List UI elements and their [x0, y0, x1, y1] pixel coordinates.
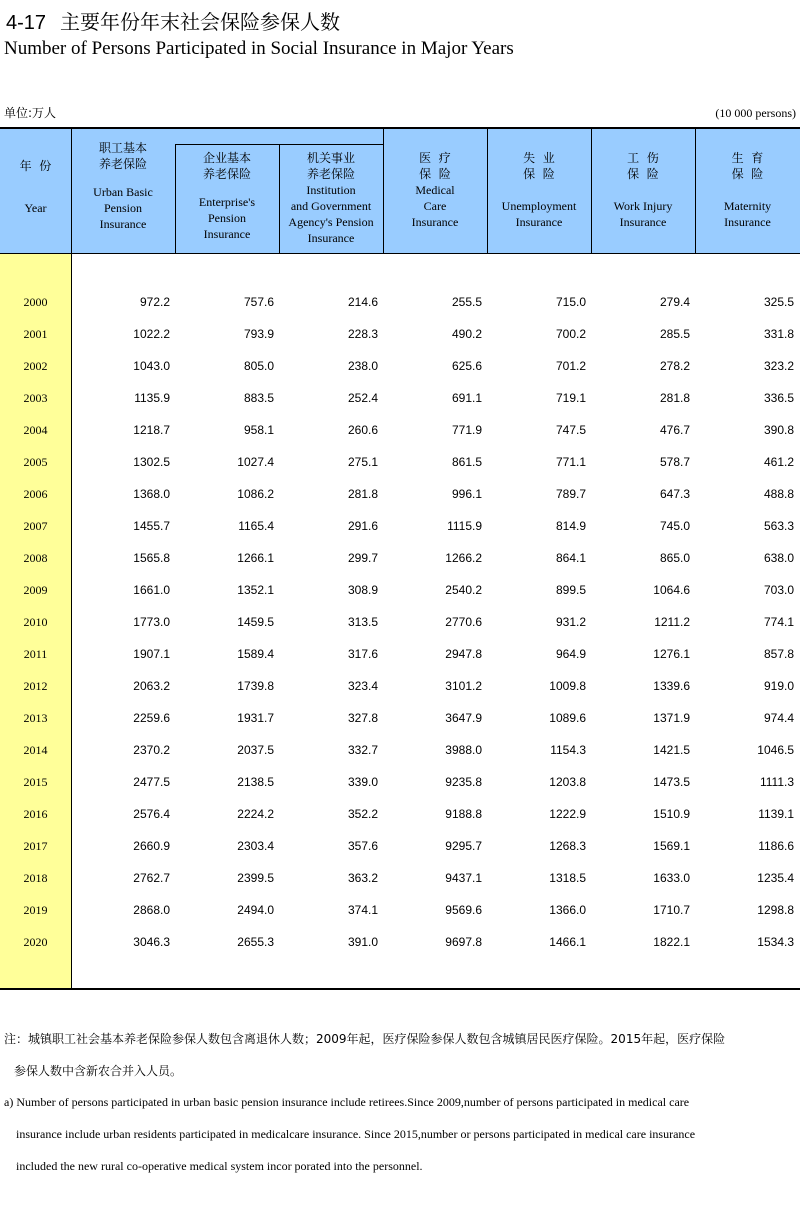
table-bottom-rule	[0, 988, 800, 990]
header-injury-en: Work Injury Insurance	[613, 199, 673, 229]
table-row	[0, 670, 800, 702]
cell-enterprise: 1459.5	[237, 615, 274, 629]
cell-medical: 1266.2	[445, 551, 482, 565]
cell-urban: 1022.2	[133, 327, 170, 341]
cell-institution: 238.0	[347, 359, 378, 373]
header-urban-en: Urban Basic Pension Insurance	[93, 185, 153, 231]
table-row	[0, 382, 800, 414]
cell-medical: 3101.2	[445, 679, 482, 693]
cell-injury: 1569.1	[653, 839, 690, 853]
cell-institution: 260.6	[347, 423, 378, 437]
cell-medical: 9295.7	[445, 839, 482, 853]
cell-medical: 2947.8	[445, 647, 482, 661]
cell-urban: 1368.0	[133, 487, 170, 501]
cell-year: 2020	[23, 935, 48, 949]
cell-maternity: 974.4	[763, 711, 794, 725]
cell-medical: 771.9	[451, 423, 482, 437]
cell-enterprise: 1266.1	[237, 551, 274, 565]
cell-enterprise: 2655.3	[237, 935, 274, 949]
header-injury-cn: 工 伤 保 险	[627, 151, 659, 181]
cell-injury: 279.4	[659, 295, 690, 309]
cell-urban: 1907.1	[133, 647, 170, 661]
cell-unemployment: 931.2	[555, 615, 586, 629]
cell-enterprise: 2303.4	[237, 839, 274, 853]
table-title-cn	[6, 6, 340, 35]
cell-institution: 374.1	[347, 903, 378, 917]
cell-maternity: 703.0	[763, 583, 794, 597]
cell-enterprise: 883.5	[243, 391, 274, 405]
cell-unemployment: 701.2	[555, 359, 586, 373]
table-row	[0, 638, 800, 670]
cell-maternity: 1139.1	[758, 807, 794, 821]
cell-injury: 1276.1	[653, 647, 690, 661]
cell-injury: 1510.9	[653, 807, 690, 821]
cell-year: 2013	[23, 711, 48, 725]
cell-medical: 9697.8	[445, 935, 482, 949]
cell-institution: 332.7	[347, 743, 378, 757]
cell-urban: 2576.4	[133, 807, 170, 821]
cell-urban: 1218.7	[133, 423, 170, 437]
cell-unemployment: 1466.1	[549, 935, 586, 949]
cell-injury: 476.7	[659, 423, 690, 437]
header-unemployment-cn: 失 业 保 险	[523, 151, 555, 181]
cell-injury: 1473.5	[653, 775, 690, 789]
cell-year: 2011	[23, 647, 48, 661]
cell-urban: 972.2	[139, 295, 170, 309]
cell-medical: 9188.8	[445, 807, 482, 821]
header-institution-en: Institution and Government Agency's Pension Insurance	[288, 183, 374, 245]
hline-pension-sub	[175, 144, 384, 145]
cell-year: 2001	[23, 327, 48, 341]
cell-medical: 861.5	[451, 455, 482, 469]
cell-unemployment: 1154.3	[550, 743, 586, 757]
header-medical-cn: 医 疗 保 险	[419, 151, 451, 181]
cell-maternity: 1111.3	[759, 775, 794, 789]
cell-medical: 2540.2	[445, 583, 482, 597]
cell-unemployment: 1009.8	[549, 679, 586, 693]
cell-year: 2000	[23, 295, 48, 309]
cell-maternity: 774.1	[763, 615, 794, 629]
cell-maternity: 919.0	[763, 679, 794, 693]
cell-medical: 625.6	[451, 359, 482, 373]
cell-enterprise: 1086.2	[237, 487, 274, 501]
cell-institution: 228.3	[347, 327, 378, 341]
note-cn-line1: 注：城镇职工社会基本养老保险参保人数包含离退休人数；2009年起，医疗保险参保人数包含城镇居民医疗保险。2015年起，医疗保险	[4, 1032, 726, 1046]
header-institution-cn: 机关事业 养老保险	[306, 151, 355, 181]
cell-urban: 2063.2	[133, 679, 170, 693]
cell-medical: 9569.6	[445, 903, 482, 917]
cell-maternity: 563.3	[763, 519, 794, 533]
cell-medical: 1115.9	[447, 519, 482, 533]
cell-institution: 291.6	[347, 519, 378, 533]
cell-maternity: 323.2	[763, 359, 794, 373]
cell-injury: 1421.5	[653, 743, 690, 757]
table-row	[0, 798, 800, 830]
cell-year: 2005	[23, 455, 48, 469]
cell-injury: 1633.0	[653, 871, 690, 885]
unit-cn: 单位:万人	[4, 106, 57, 120]
cell-injury: 647.3	[659, 487, 690, 501]
cell-urban: 1455.7	[133, 519, 170, 533]
cell-urban: 1565.8	[133, 551, 170, 565]
cell-injury: 278.2	[659, 359, 690, 373]
cell-injury: 745.0	[659, 519, 690, 533]
cell-institution: 308.9	[347, 583, 378, 597]
cell-institution: 275.1	[347, 455, 378, 469]
cell-maternity: 390.8	[763, 423, 794, 437]
cell-institution: 281.8	[347, 487, 378, 501]
cell-maternity: 325.5	[763, 295, 794, 309]
table-row	[0, 542, 800, 574]
cell-year: 2010	[23, 615, 48, 629]
cell-maternity: 857.8	[763, 647, 794, 661]
table-row	[0, 702, 800, 734]
cell-unemployment: 1268.3	[549, 839, 586, 853]
cell-injury: 1710.7	[653, 903, 690, 917]
cell-enterprise: 1739.8	[237, 679, 274, 693]
cell-medical: 691.1	[451, 391, 482, 405]
cell-year: 2016	[23, 807, 48, 821]
header-year-en: Year	[24, 201, 47, 215]
cell-unemployment: 1318.5	[549, 871, 586, 885]
cell-urban: 3046.3	[133, 935, 170, 949]
note-cn-line2: 参保人数中含新农合并入人员。	[14, 1064, 183, 1078]
cell-institution: 327.8	[347, 711, 378, 725]
header-year-cn: 年 份	[19, 159, 52, 173]
cell-urban: 1773.0	[133, 615, 170, 629]
cell-unemployment: 1366.0	[549, 903, 586, 917]
cell-urban: 1135.9	[134, 391, 170, 405]
cell-unemployment: 715.0	[555, 295, 586, 309]
cell-medical: 996.1	[451, 487, 482, 501]
header-medical	[383, 150, 487, 230]
cell-medical: 3647.9	[445, 711, 482, 725]
header-injury	[591, 150, 695, 230]
cell-year: 2003	[23, 391, 48, 405]
table-row	[0, 350, 800, 382]
note-en-line2: insurance include urban residents participated in medicalcare insurance. Since 2015,number or persons participated in medical care insurance	[16, 1127, 696, 1141]
cell-unemployment: 814.9	[555, 519, 586, 533]
cell-institution: 252.4	[347, 391, 378, 405]
cell-institution: 363.2	[347, 871, 378, 885]
cell-unemployment: 789.7	[555, 487, 586, 501]
cell-injury: 1371.9	[653, 711, 690, 725]
cell-urban: 2868.0	[133, 903, 170, 917]
cell-urban: 2477.5	[133, 775, 170, 789]
table-row	[0, 318, 800, 350]
cell-enterprise: 805.0	[243, 359, 274, 373]
cell-year: 2019	[23, 903, 48, 917]
cell-institution: 352.2	[347, 807, 378, 821]
cell-injury: 281.8	[659, 391, 690, 405]
cell-maternity: 1235.4	[757, 871, 794, 885]
header-year	[0, 158, 71, 216]
header-unemployment-en: Unemployment Insurance	[501, 199, 577, 229]
cell-enterprise: 2224.2	[237, 807, 274, 821]
cell-year: 2009	[23, 583, 48, 597]
cell-institution: 313.5	[347, 615, 378, 629]
cell-unemployment: 899.5	[555, 583, 586, 597]
cell-institution: 323.4	[347, 679, 378, 693]
cell-unemployment: 1089.6	[549, 711, 586, 725]
cell-urban: 2370.2	[133, 743, 170, 757]
table-row	[0, 478, 800, 510]
table-row	[0, 286, 800, 318]
cell-maternity: 1298.8	[757, 903, 794, 917]
note-en-line3: included the new rural co-operative medical system incor porated into the personnel.	[16, 1159, 423, 1173]
cell-enterprise: 2037.5	[237, 743, 274, 757]
cell-enterprise: 1931.7	[237, 711, 274, 725]
cell-injury: 865.0	[659, 551, 690, 565]
header-enterprise-en: Enterprise's Pension Insurance	[198, 195, 256, 241]
cell-injury: 1211.2	[654, 615, 690, 629]
cell-unemployment: 747.5	[555, 423, 586, 437]
header-enterprise	[175, 150, 279, 242]
cell-enterprise: 958.1	[243, 423, 274, 437]
cell-unemployment: 771.1	[555, 455, 586, 469]
cell-unemployment: 1203.8	[549, 775, 586, 789]
cell-enterprise: 757.6	[243, 295, 274, 309]
header-bottom-rule	[0, 253, 800, 254]
cell-medical: 490.2	[451, 327, 482, 341]
cell-year: 2006	[23, 487, 48, 501]
table-row	[0, 574, 800, 606]
cell-maternity: 1186.6	[758, 839, 794, 853]
table-number: 4-17	[6, 12, 47, 34]
cell-injury: 1822.1	[653, 935, 690, 949]
cell-injury: 285.5	[659, 327, 690, 341]
cell-year: 2012	[23, 679, 48, 693]
cell-year: 2018	[23, 871, 48, 885]
cell-maternity: 336.5	[763, 391, 794, 405]
header-maternity-en: Maternity Insurance	[723, 199, 772, 229]
cell-institution: 299.7	[347, 551, 378, 565]
cell-medical: 2770.6	[445, 615, 482, 629]
cell-year: 2014	[23, 743, 48, 757]
cell-institution: 214.6	[347, 295, 378, 309]
title-cn-text: 主要年份年末社会保险参保人数	[60, 10, 341, 34]
cell-urban: 2259.6	[133, 711, 170, 725]
cell-institution: 357.6	[347, 839, 378, 853]
cell-maternity: 1046.5	[757, 743, 794, 757]
cell-institution: 391.0	[347, 935, 378, 949]
table-row	[0, 414, 800, 446]
cell-maternity: 461.2	[763, 455, 794, 469]
cell-urban: 2762.7	[133, 871, 170, 885]
cell-year: 2004	[23, 423, 48, 437]
cell-enterprise: 1027.4	[237, 455, 274, 469]
header-medical-en: Medical Care Insurance	[411, 183, 459, 229]
cell-maternity: 331.8	[763, 327, 794, 341]
header-urban-cn: 职工基本 养老保险	[98, 141, 147, 171]
table-row	[0, 606, 800, 638]
cell-injury: 1339.6	[653, 679, 690, 693]
table-row	[0, 734, 800, 766]
note-en-line1: a) Number of persons participated in urban basic pension insurance include retirees.Since 2009,number of persons participated in medical care	[4, 1095, 690, 1109]
cell-injury: 578.7	[659, 455, 690, 469]
header-institution	[279, 150, 383, 246]
cell-maternity: 1534.3	[757, 935, 794, 949]
table-row	[0, 446, 800, 478]
cell-enterprise: 2138.5	[237, 775, 274, 789]
header-urban	[71, 140, 175, 232]
cell-year: 2007	[23, 519, 48, 533]
cell-enterprise: 1165.4	[238, 519, 274, 533]
table-row	[0, 510, 800, 542]
header-unemployment	[487, 150, 591, 230]
cell-year: 2008	[23, 551, 48, 565]
cell-enterprise: 2494.0	[237, 903, 274, 917]
table-title-en: Number of Persons Participated in Social Insurance in Major Years	[4, 38, 514, 59]
cell-unemployment: 1222.9	[549, 807, 586, 821]
table-row	[0, 862, 800, 894]
table-row	[0, 830, 800, 862]
cell-medical: 9437.1	[445, 871, 482, 885]
cell-medical: 3988.0	[445, 743, 482, 757]
cell-year: 2017	[23, 839, 48, 853]
table-row	[0, 894, 800, 926]
header-enterprise-cn: 企业基本 养老保险	[202, 151, 251, 181]
header-maternity	[695, 150, 800, 230]
cell-enterprise: 1589.4	[237, 647, 274, 661]
cell-urban: 1661.0	[133, 583, 170, 597]
cell-enterprise: 2399.5	[237, 871, 274, 885]
cell-medical: 9235.8	[445, 775, 482, 789]
cell-injury: 1064.6	[653, 583, 690, 597]
cell-institution: 317.6	[347, 647, 378, 661]
cell-institution: 339.0	[347, 775, 378, 789]
cell-medical: 255.5	[451, 295, 482, 309]
header-maternity-cn: 生 育 保 险	[731, 151, 764, 181]
cell-enterprise: 1352.1	[237, 583, 274, 597]
unit-en: (10 000 persons)	[715, 106, 796, 120]
cell-unemployment: 719.1	[555, 391, 586, 405]
cell-urban: 1043.0	[133, 359, 170, 373]
table-row	[0, 766, 800, 798]
cell-year: 2002	[23, 359, 48, 373]
cell-enterprise: 793.9	[243, 327, 274, 341]
cell-year: 2015	[23, 775, 48, 789]
cell-maternity: 488.8	[763, 487, 794, 501]
cell-urban: 2660.9	[133, 839, 170, 853]
cell-maternity: 638.0	[763, 551, 794, 565]
cell-unemployment: 964.9	[555, 647, 586, 661]
cell-unemployment: 700.2	[555, 327, 586, 341]
cell-unemployment: 864.1	[555, 551, 586, 565]
table-row	[0, 926, 800, 958]
table-top-rule	[0, 127, 800, 129]
cell-urban: 1302.5	[133, 455, 170, 469]
